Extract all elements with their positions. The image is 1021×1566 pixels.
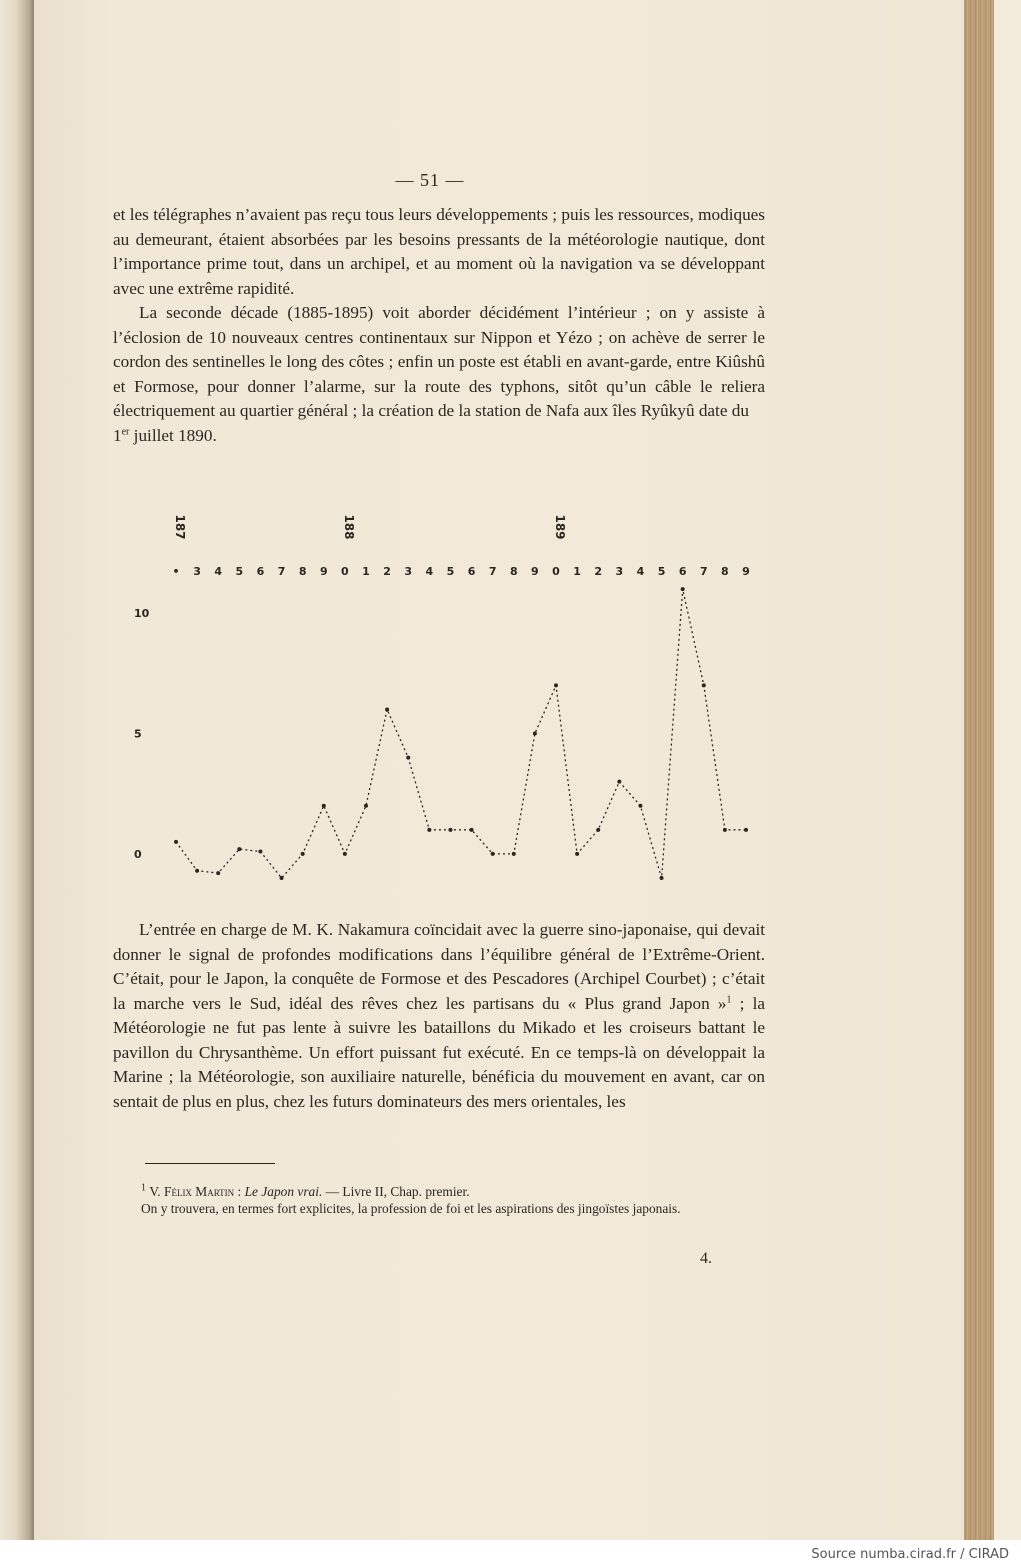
data-point [617,780,621,784]
x-tick-label: 0 [341,565,349,578]
x-tick-label: 9 [319,565,328,578]
footnote-rule [145,1163,275,1164]
data-point [470,828,474,832]
data-point [681,587,685,591]
data-point [258,849,262,853]
data-point [343,852,347,856]
data-point [216,871,220,875]
x-tick-label: 3 [193,565,201,578]
x-tick-label: 2 [383,565,391,578]
footnote-ref-rest: — Livre II, Chap. premier. [322,1184,470,1199]
x-tick-label: 4 [636,565,645,578]
paragraph-2-text: La seconde décade (1885-1895) voit aborder décidément l’intérieur ; on y assiste à l’éclosion de 10 nouveaux centres continentaux sur Nippon et Yézo ; on achève de serrer le cordon des sentinelles le long des côtes ; enfin un poste est établi en avant-garde, entre Kiûshû et Formose, pour donner l’alarme, sur la route des typhons, sitôt qu’un câble le reliera électriquement au quartier général ; la création de la station de Nafa aux îles Ryûkyû date du [113,303,765,420]
paragraph-3-text: L’entrée en charge de M. K. Nakamura coïncidait avec la guerre sino-japonaise, qui devait donner le signal de profondes modifications dans l’équilibre général de l’Extrême-Orient. C’était, pour le Japon, la conquête de Formose et des Pescadores (Archipel Courbet) ; c’était la marche vers le Sud, idéal des rêves chez les partisans du « Plus grand Japon » [113,920,765,1013]
y-tick-labels [134,607,150,861]
data-point [723,828,727,832]
date-day: 1 [113,425,122,445]
paragraph-3 [113,918,765,1114]
x-tick-label: 6 [256,565,265,578]
x-tick-label: 6 [467,565,476,578]
y-tick-label: 10 [134,607,150,621]
source-strip [0,1540,1021,1566]
footnote-title: Le Japon vrai. [244,1184,323,1199]
x-tick-label: 7 [277,565,286,578]
x-tick-label: 2 [594,565,603,578]
x-tick-label: 4 [425,565,434,578]
footnote-ref: 1 [726,993,732,1005]
data-point [575,852,579,856]
book-spine [0,0,34,1566]
x-tick-label: 1 [573,565,581,578]
x-tick-label: 9 [742,565,750,578]
data-point [406,756,410,760]
data-point [533,732,537,736]
data-point [491,852,495,856]
data-point [385,707,389,711]
x-tick-label: 8 [721,565,729,578]
data-point [195,869,199,873]
x-tick-label: 7 [488,565,497,578]
page-number: — 51 — [395,170,465,190]
paragraph-3-continued: ; la Météorologie ne fut pas lente à suivre les bataillons du Mikado et les croiseurs battant le pavillon du Chrysanthème. Un effort puissant fut exécuté. En ce temps-là on développait la Marine ; la Météorologie, son auxiliaire naturelle, bénéficia du mouvement en avant, car on sentait de plus en plus, chez les futurs dominateurs des mers orientales, les [113,993,766,1111]
decade-label: 189 [553,514,567,540]
page-edges [964,0,994,1540]
footnote-2: On y trouvera, en termes fort explicites, la profession de foi et les aspirations des jingoïstes japonais. [141,1201,681,1216]
x-tick-label: 5 [446,565,455,578]
footnote-1 [113,1183,765,1200]
x-tick-label: 5 [657,565,666,578]
y-tick-label: 0 [134,847,142,861]
x-tick-label: 8 [298,565,307,578]
signature-mark: 4. [700,1250,712,1267]
data-point [660,876,664,880]
x-tick-label: 1 [362,565,370,578]
paragraph-1: et les télégraphes n’avaient pas reçu tous leurs développements ; puis les ressources, modiques au demeurant, étaient absorbées par les besoins pressants de la météorologie nautique, dont l’importance prime tout, dans un archipel, et au moment où la navigation va se développant avec une extrême rapidité. [113,205,765,298]
x-tick-label: 6 [678,565,687,578]
x-tick-labels [172,565,749,578]
decade-labels [173,514,567,539]
data-point [744,828,748,832]
footnote-1-marker: 1 [141,1182,146,1194]
x-tick-label: 3 [615,565,624,578]
series-line [176,589,746,878]
data-point [364,804,368,808]
data-point [237,847,241,851]
data-points [174,587,748,880]
x-tick-label: • [172,565,180,578]
x-tick-label: 5 [235,565,244,578]
data-point [512,852,516,856]
data-point [301,852,305,856]
data-point [448,828,452,832]
decade-label: 188 [341,514,356,540]
date-rest: juillet 1890. [129,425,217,445]
x-tick-label: 0 [552,565,560,578]
y-tick-label: 5 [134,727,142,741]
data-point [554,683,558,687]
data-point [174,840,178,844]
x-tick-label: 7 [699,565,708,578]
paragraph-2 [113,301,765,448]
x-tick-label: 4 [214,565,223,578]
source-credit: Source numba.cirad.fr / CIRAD [811,1547,1009,1562]
x-tick-label: 8 [509,565,518,578]
data-point [322,804,326,808]
x-tick-label: 9 [531,565,539,578]
stations-chart [110,505,790,900]
footnotes [113,1183,765,1217]
data-point [427,828,431,832]
data-point [596,828,600,832]
data-point [638,804,642,808]
decade-label: 187 [173,514,187,540]
footnote-author: V. Félix Martin : [149,1184,242,1199]
x-tick-label: 3 [404,565,413,578]
date-day-suffix: er [121,425,130,437]
data-point [702,683,706,687]
data-point [280,876,284,880]
